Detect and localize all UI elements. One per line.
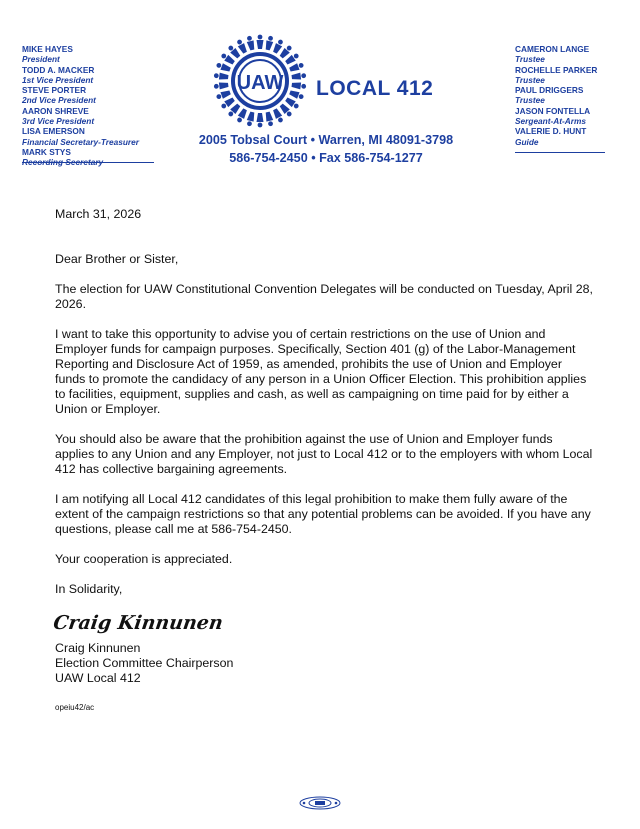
union-phones: 586-754-2450 • Fax 586-754-1277 bbox=[229, 151, 423, 165]
letter-body bbox=[51, 207, 595, 715]
officer-name: TODD A. MACKER bbox=[22, 64, 95, 75]
letter-paragraph: I want to take this opportunity to advise you of certain restrictions on the use of Union and Employer funds for campaign purposes. Specifically, Section 401 (g) of the Labor-Management Reporting and Disclosure Act of 1959, as amended, prohibits the use of Union and Employer funds to promote the candidacy of any person in a Union Officer Election. This prohibition applies to facilities, equipment, supplies and cash, as well as campaigning on time paid for by either a Union or Employer. bbox=[55, 327, 587, 416]
letter-date: March 31, 2026 bbox=[55, 207, 142, 221]
officer-name: VALERIE D. HUNT bbox=[515, 126, 587, 137]
union-label-bug-icon bbox=[299, 796, 341, 810]
officer-name: PAUL DRIGGERS bbox=[515, 85, 584, 96]
local-name: LOCAL 412 bbox=[316, 77, 434, 100]
union-address: 2005 Tobsal Court • Warren, MI 48091-3798 bbox=[198, 133, 454, 147]
officer-title: Recording Secretary bbox=[22, 157, 104, 168]
officer-name: MARK STYS bbox=[22, 146, 71, 157]
officer-title: Trustee bbox=[515, 95, 545, 106]
letterhead-divider-right bbox=[515, 152, 605, 153]
signature-image bbox=[51, 605, 225, 639]
officer-title: Trustee bbox=[515, 54, 545, 65]
officer-title: 1st Vice President bbox=[22, 74, 94, 85]
signature-script: Craig Kinnunen bbox=[51, 611, 225, 634]
officer-name: JASON FONTELLA bbox=[515, 105, 591, 116]
letter-paragraph: I am notifying all Local 412 candidates of this legal prohibition to make them fully aware of the extent of the campaign restrictions so that any potential problems can be avoided. If you have any questions, please call me at 586-754-2450. bbox=[55, 492, 591, 536]
salutation: Dear Brother or Sister, bbox=[55, 252, 179, 266]
letterhead-divider-left bbox=[22, 162, 154, 163]
uaw-logo bbox=[212, 33, 308, 129]
signer-name: Craig Kinnunen bbox=[55, 641, 141, 655]
officer-title: Guide bbox=[515, 136, 539, 147]
letter-paragraph: The election for UAW Constitutional Convention Delegates will be conducted on Tuesday, April 28, 2026. bbox=[55, 282, 593, 311]
letter-paragraph: You should also be aware that the prohibition against the use of Union and Employer funds applies to any Union and any Employer, not just to Local 412 or to the employers with whom Local 412 has collective bargaining agreements. bbox=[55, 432, 593, 476]
officer-title: President bbox=[22, 54, 60, 65]
signer-title: Election Committee Chairperson bbox=[55, 656, 234, 670]
letter-paragraph: Your cooperation is appreciated. bbox=[55, 552, 233, 566]
officer-name: LISA EMERSON bbox=[22, 126, 85, 137]
officer-name: AARON SHREVE bbox=[22, 105, 89, 116]
typist-initials: opeiu42/ac bbox=[55, 703, 95, 712]
officers-list-right bbox=[515, 44, 635, 147]
officer-title: Trustee bbox=[515, 74, 545, 85]
officer-name: CAMERON LANGE bbox=[515, 44, 590, 54]
officer-title: 2nd Vice President bbox=[22, 95, 96, 106]
signature bbox=[51, 605, 595, 639]
closing: In Solidarity, bbox=[55, 582, 123, 596]
officers-list-left bbox=[22, 44, 172, 168]
officer-name: STEVE PORTER bbox=[22, 85, 87, 96]
officer-title: Financial Secretary-Treasurer bbox=[22, 136, 139, 147]
officer-name: ROCHELLE PARKER bbox=[515, 64, 598, 75]
officer-title: 3rd Vice President bbox=[22, 116, 95, 127]
officer-name: MIKE HAYES bbox=[22, 44, 73, 54]
logo-text: UAW bbox=[236, 72, 284, 94]
officer-title: Sergeant-At-Arms bbox=[515, 116, 586, 127]
signer-org: UAW Local 412 bbox=[55, 671, 141, 685]
